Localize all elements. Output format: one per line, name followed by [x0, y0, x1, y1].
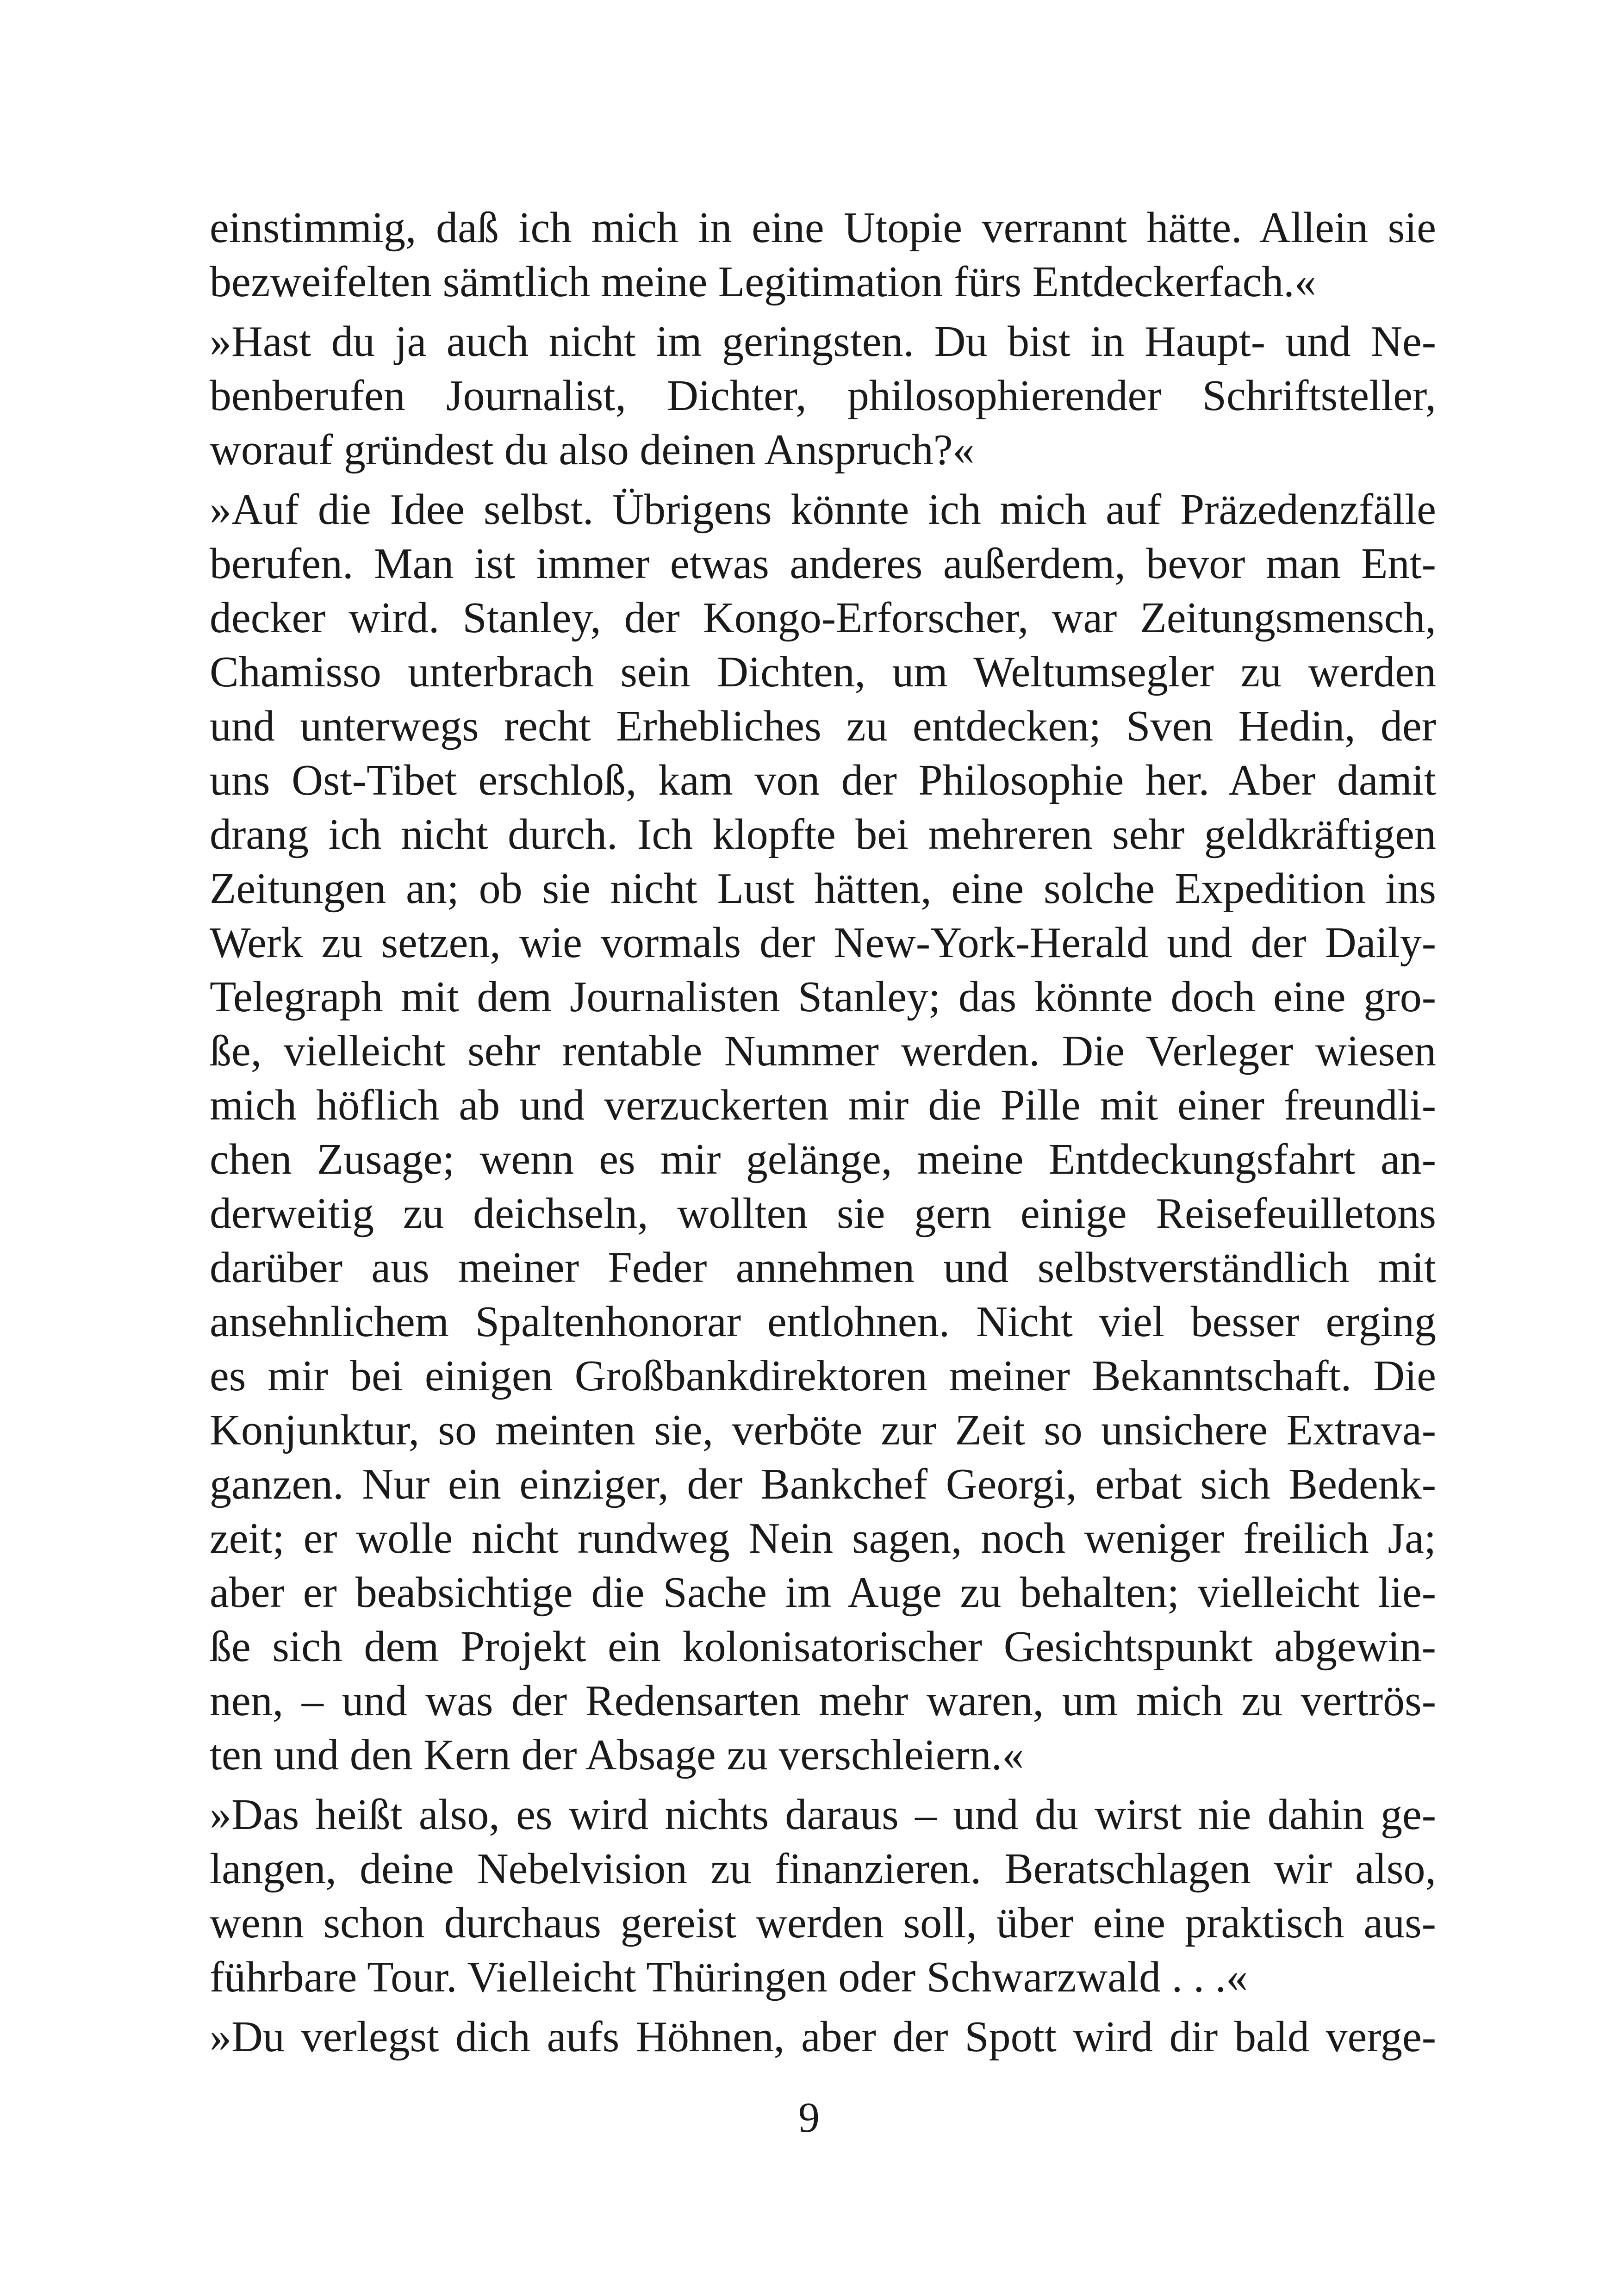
paragraph [210, 483, 1436, 1782]
text-line: mich höflich ab und verzuckerten mir die Pille mit einer freundli- [210, 1081, 1436, 1129]
text-line: aber er beabsichtige die Sache im Auge zu behalten; vielleicht lie- [210, 1568, 1436, 1617]
paragraph [210, 201, 1436, 309]
text-line: berufen. Man ist immer etwas anderes außerdem, bevor man Ent- [210, 540, 1436, 588]
paragraph [210, 1788, 1436, 2004]
text-line: »Das heißt also, es wird nichts daraus – und du wirst nie dahin ge- [210, 1791, 1436, 1839]
text-line: einstimmig, daß ich mich in eine Utopie verrannt hätte. Allein sie [210, 204, 1436, 252]
text-line: Werk zu setzen, wie vormals der New-York-Herald und der Daily- [210, 919, 1436, 967]
text-line: Telegraph mit dem Journalisten Stanley; das könnte doch eine gro- [210, 973, 1436, 1021]
text-line: uns Ost-Tibet erschloß, kam von der Philosophie her. Aber damit [210, 756, 1436, 804]
text-line: »Du verlegst dich aufs Höhnen, aber der Spott wird dir bald verge- [210, 2013, 1436, 2061]
text-line: langen, deine Nebelvision zu finanzieren. Beratschlagen wir also, [210, 1845, 1436, 1893]
text-line: derweitig zu deichseln, wollten sie gern einige Reisefeuilletons [210, 1189, 1436, 1238]
text-line: Konjunktur, so meinten sie, verböte zur Zeit so unsichere Extrava- [210, 1406, 1436, 1454]
text-line: drang ich nicht durch. Ich klopfte bei mehreren sehr geldkräftigen [210, 810, 1436, 859]
text-line: worauf gründest du also deinen Anspruch?« [210, 426, 975, 474]
text-line: es mir bei einigen Großbankdirektoren meiner Bekanntschaft. Die [210, 1352, 1436, 1400]
text-line: zeit; er wolle nicht rundweg Nein sagen, noch weniger freilich Ja; [210, 1514, 1436, 1562]
text-line: nen, – und was der Redensarten mehr waren, um mich zu vertrös- [210, 1677, 1436, 1725]
text-line: ten und den Kern der Absage zu verschleiern.« [210, 1731, 1024, 1779]
text-line: bezweifelten sämtlich meine Legitimation fürs Entdeckerfach.« [210, 258, 1316, 306]
text-line: chen Zusage; wenn es mir gelänge, meine Entdeckungsfahrt an- [210, 1135, 1436, 1183]
paragraph [210, 2010, 1436, 2064]
paragraph [210, 315, 1436, 477]
text-line: führbare Tour. Vielleicht Thüringen oder Schwarzwald . . .« [210, 1953, 1248, 2001]
text-line: decker wird. Stanley, der Kongo-Erforscher, war Zeitungsmensch, [210, 594, 1436, 642]
text-line: ße, vielleicht sehr rentable Nummer werden. Die Verleger wiesen [210, 1027, 1436, 1075]
text-line: ganzen. Nur ein einziger, der Bankchef Georgi, erbat sich Bedenk- [210, 1460, 1436, 1508]
text-line: »Hast du ja auch nicht im geringsten. Du bist in Haupt- und Ne- [210, 317, 1436, 366]
text-line: Chamisso unterbrach sein Dichten, um Weltumsegler zu werden [210, 648, 1436, 696]
text-line: wenn schon durchaus gereist werden soll, über eine praktisch aus- [210, 1899, 1436, 1947]
body-text [210, 201, 1436, 2070]
text-line: ansehnlichem Spaltenhonorar entlohnen. Nicht viel besser erging [210, 1298, 1436, 1346]
page-number: 9 [798, 2094, 820, 2141]
text-line: Zeitungen an; ob sie nicht Lust hätten, eine solche Expedition ins [210, 865, 1436, 913]
text-line: darüber aus meiner Feder annehmen und selbstverständlich mit [210, 1244, 1436, 1292]
text-line: benberufen Journalist, Dichter, philosophierender Schriftsteller, [210, 372, 1436, 420]
text-line: ße sich dem Projekt ein kolonisatorischer Gesichtspunkt abgewin- [210, 1623, 1436, 1671]
text-line: »Auf die Idee selbst. Übrigens könnte ich mich auf Präzedenzfälle [210, 485, 1436, 534]
text-line: und unterwegs recht Erhebliches zu entdecken; Sven Hedin, der [210, 702, 1436, 750]
